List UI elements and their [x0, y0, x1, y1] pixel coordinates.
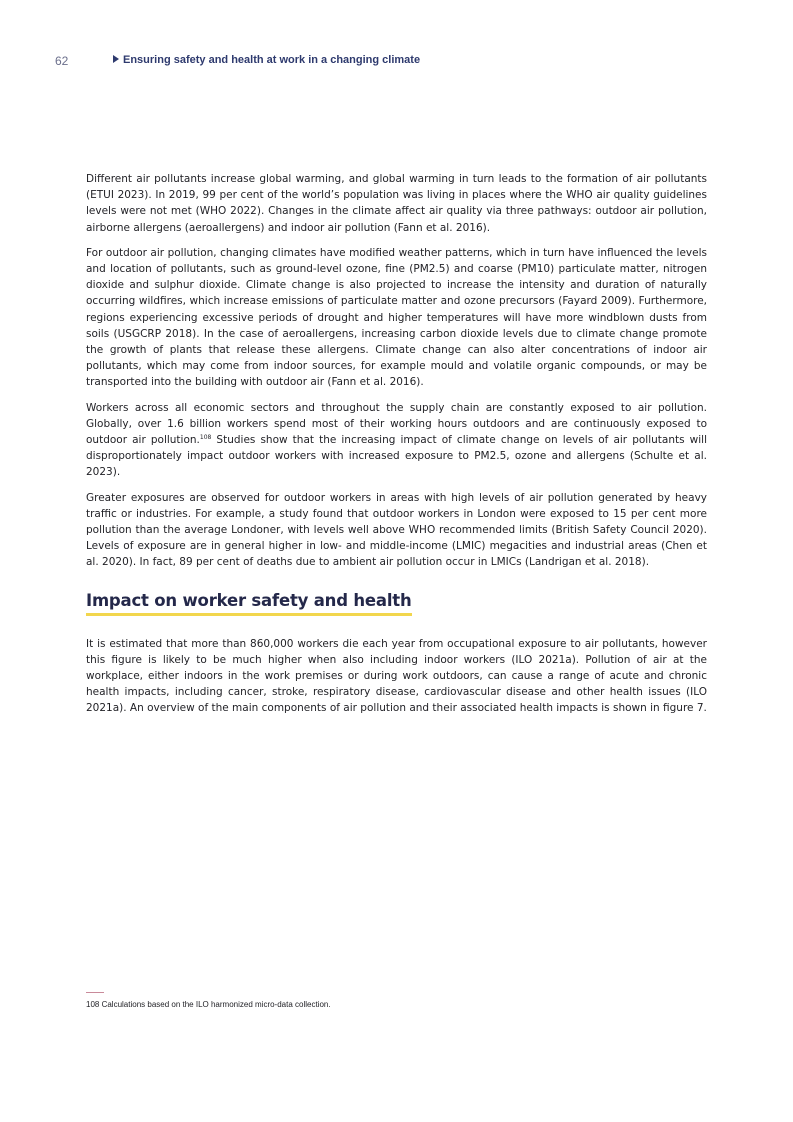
footnote-reference[interactable]: 108 — [199, 434, 212, 442]
running-title — [113, 54, 420, 66]
footnote-divider — [86, 992, 104, 993]
paragraph-greater-exposures: Greater exposures are observed for outdoor workers in areas with high levels of air pollution generated by heavy traffic or industries. For example, a study found that outdoor workers in London were exposed to 15 per cent more pollution than the average Londoner, with levels well above WHO recommended limits (British Safety Council 2020). Levels of exposure are in general higher in low- and middle-income (LMIC) megacities and industrial areas (Chen et al. 2020). In fact, 89 per cent of deaths due to ambient air pollution occur in LMICs (Landrigan et al. 2018). — [86, 491, 707, 569]
section-spacer — [86, 616, 707, 636]
paragraph-text: Studies show that the increasing impact of climate change on levels of air pollutants will disproportionately impact outdoor workers with increased exposure to PM2.5, ozone and allergens (Schulte et al. 2023). — [86, 434, 707, 479]
paragraph-outdoor-pollution: For outdoor air pollution, changing climates have modified weather patterns, which in turn have influenced the levels and location of pollutants, such as ground-level ozone, fine (PM2.5) and coarse (PM10) particulate matter, nitrogen dioxide and sulphur dioxide. Climate change is also projected to increase the intensity and duration of naturally occurring wildfires, which increase emissions of particulate matter and ozone precursors (Fayard 2009). Furthermore, regions experiencing excessive periods of drought and higher temperatures will have more windblown dusts from soils (USGCRP 2018). In the case of aeroallergens, increasing carbon dioxide levels due to climate change promote the growth of plants that release these allergens. Climate change can also alter concentrations of indoor air pollutants, which may come from indoor sources, for example mould and volatile organic compounds, or may be transported into the building with outdoor air (Fann et al. 2016). — [86, 246, 707, 389]
section-heading: Impact on worker safety and health — [86, 591, 412, 616]
running-title-text: Ensuring safety and health at work in a changing climate — [123, 54, 421, 66]
paragraph-air-pollutants: Different air pollutants increase global warming, and global warming in turn leads to the formation of air pollutants (ETUI 2023). In 2019, 99 per cent of the world’s population was living in places where the WHO air quality guidelines levels were not met (WHO 2022). Changes in the climate affect air quality via three pathways: outdoor air pollution, airborne allergens (aeroallergens) and indoor air pollution (Fann et al. 2016). — [86, 173, 707, 234]
page-number: 62 — [55, 54, 69, 68]
paragraph-worker-health: It is estimated that more than 860,000 workers die each year from occupational exposure to air pollutants, however this figure is likely to be much higher when also including indoor workers (ILO 2021a). Pollution of air at the workplace, either indoors in the work premises or during work outdoors, can cause a range of acute and chronic health impacts, including cancer, stroke, respiratory disease, cardiovascular disease and other health issues (ILO 2021a). An overview of the main components of air pollution and their associated health impacts is shown in figure 7. — [86, 637, 707, 715]
paragraph-workers-exposure — [86, 400, 707, 481]
footnote-108: 108 Calculations based on the ILO harmonized micro-data collection. — [86, 1000, 331, 1009]
page-header — [0, 54, 793, 70]
paragraph-text: Workers across all economic sectors and throughout the supply chain are constantly exposed to air pollution. Globally, over 1.6 billion workers spend most of their working hours outdoors and are continuously exposed to outdoor air pollution. — [86, 401, 707, 447]
main-content — [86, 171, 707, 726]
triangle-right-icon — [113, 55, 119, 63]
